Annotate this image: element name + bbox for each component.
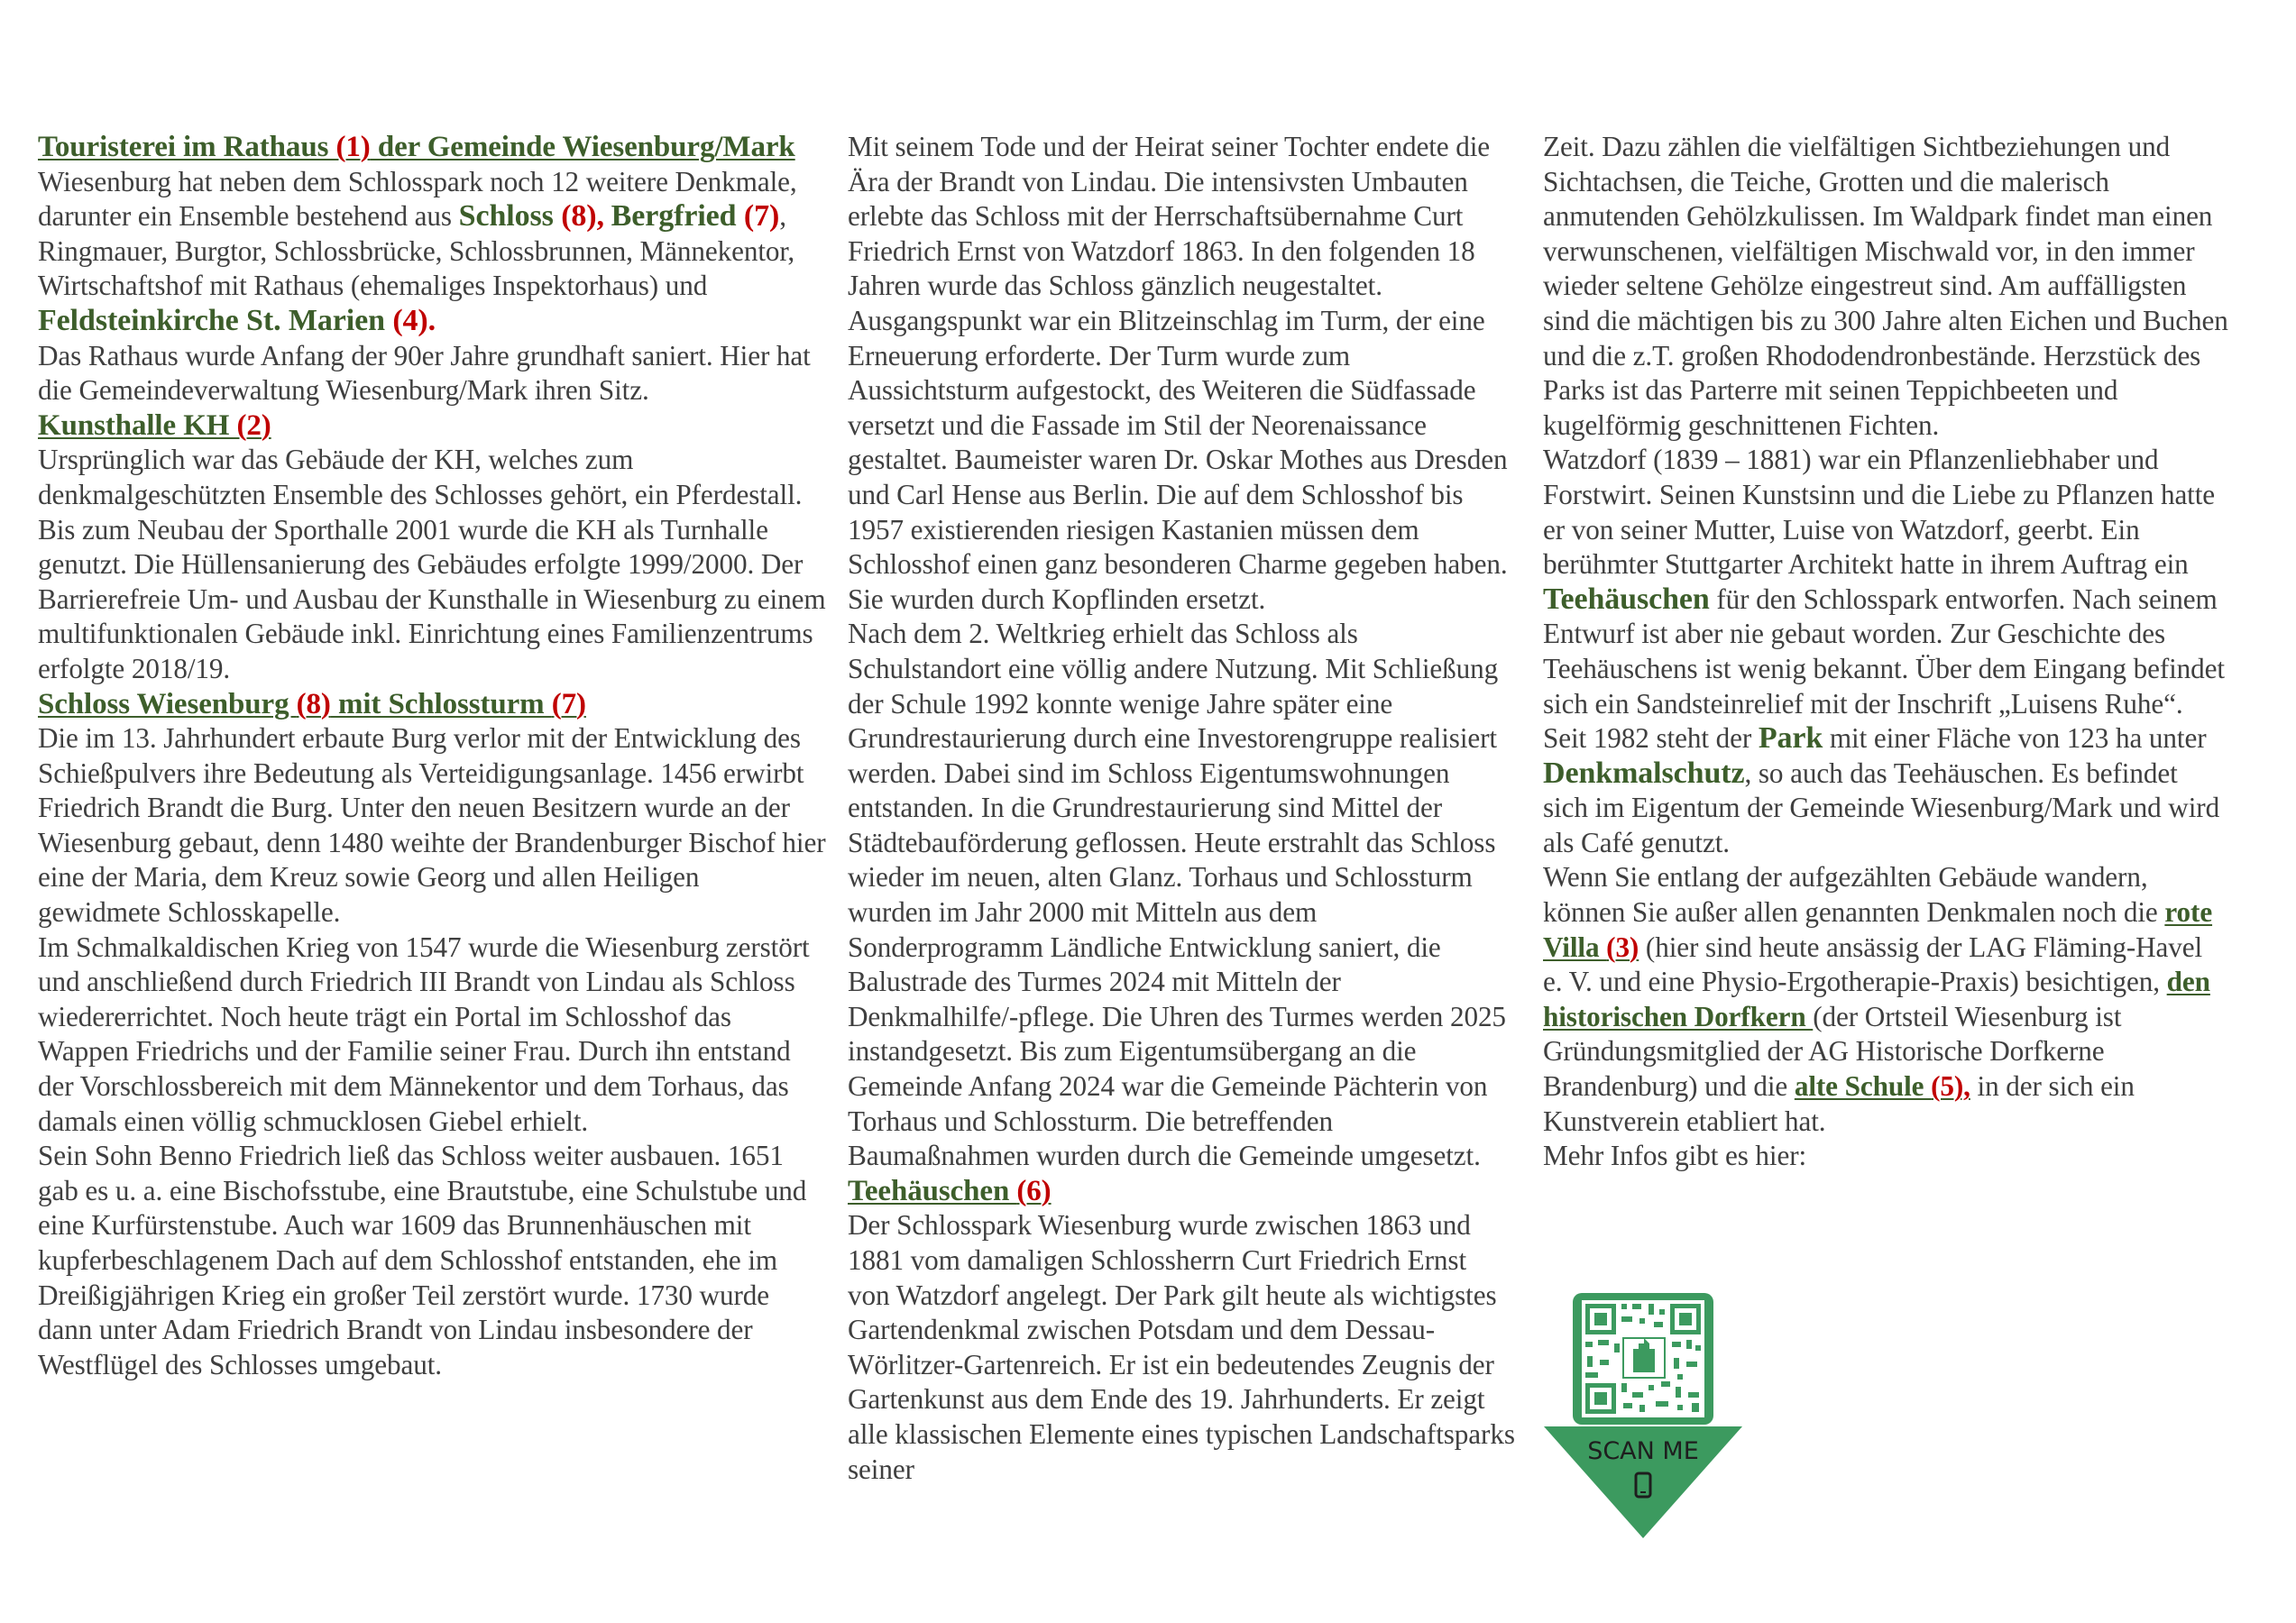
highlight-park: Park (1758, 721, 1823, 756)
column-3 (1543, 130, 2228, 1174)
paragraph-watzdorf: Watzdorf (1839 – 1881) war ein Pflanzenliebhaber und Forstwirt. Seinen Kunstsinn und die Liebe zu Pflanzen hatte er von seiner Mutter, Luise von Watzdorf, geerbt. Ein berühmter Stuttgarter Architekt hatte in ihrem Auftrag ein Teehäuschen für den Schlosspark entworfen. Nach seinem Entwurf ist aber nie gebaut worden. Zur Geschichte des Teehäuschens ist wenig bekannt. Über dem Eingang befindet sich ein Sandsteinrelief mit der Inschrift „Luisens Ruhe“. (1543, 444, 2225, 720)
link-rote-villa: rote Villa (3) (1543, 896, 2213, 963)
highlight-teehaeuschen: Teehäuschen (1543, 582, 1710, 616)
qr-code-badge[interactable] (1542, 1291, 1744, 1540)
paragraph-sichtachsen: Zeit. Dazu zählen die vielfältigen Sichtbeziehungen und Sichtachsen, die Teiche, Grotten und die malerisch anmutenden Gehölzkulissen. Im Waldpark findet man einen verwunschenen, vielfältigen Mischwald vor, in den immer wieder seltene Gehölze eingestreut sind. Am auffälligsten sind die mächtigen bis zu 300 Jahre alten Eichen und Buchen und die z.T. großen Rhododendronbestände. Herzstück des Parks ist das Parterre mit seinen Teppichbeeten und kugelförmig geschnittenen Fichten. (1543, 131, 2228, 441)
column-1 (38, 130, 827, 1382)
paragraph-mehr-infos: Mehr Infos gibt es hier: (1543, 1140, 1807, 1172)
paragraph-rathaus: Das Rathaus wurde Anfang der 90er Jahre grundhaft saniert. Hier hat die Gemeindeverwaltung Wiesenburg/Mark ihren Sitz. (38, 339, 811, 407)
paragraph-burg: Die im 13. Jahrhundert erbaute Burg verlor mit der Entwicklung des Schießpulvers ihre Bedeutung als Verteidigungsanlage. 1456 erwirbt Friedrich Brandt die Burg. Unter den neuen Besitzern wurde an der Wiesenburg gebaut, denn 1480 weihte der Brandenburger Bischof hier eine der Maria, dem Kreuz sowie Georg und allen Heiligen gewidmete Schlosskapelle. (38, 722, 826, 929)
paragraph-benno: Sein Sohn Benno Friedrich ließ das Schloss weiter ausbauen. 1651 gab es u. a. eine Bischofsstube, eine Brautstube, eine Schulstube und eine Kurfürstenstube. Auch war 1609 das Brunnenhäuschen mit kupferbeschlagenem Dach auf dem Schlosshof entstanden, ehe im Dreißigjährigen Krieg ein großer Teil zerstört wurde. 1730 wurde dann unter Adam Friedrich Brandt von Lindau insbesondere der Westflügel des Schlosses umgebaut. (38, 1140, 807, 1380)
paragraph-denkmale: Wiesenburg hat neben dem Schlosspark noch 12 weitere Denkmale, darunter ein Ensemble bestehend aus Schloss (8), Bergfried (7), Ringmauer, Burgtor, Schlossbrücke, Schlossbrunnen, Männekentor, Wirtschaftshof mit Rathaus (ehemaliges Inspektorhaus) und Feldsteinkirche St. Marien (4). (38, 165, 797, 337)
paragraph-kunsthalle: Ursprünglich war das Gebäude der KH, welches zum denkmalgeschützten Ensemble des Schlosses gehört, ein Pferdestall. Bis zum Neubau der Sporthalle 2001 wurde die KH als Turnhalle genutzt. Die Hüllensanierung des Gebäudes erfolgte 1999/2000. Der Barrierefreie Um- und Ausbau der Kunsthalle in Wiesenburg zu einem multifunktionalen Gebäude inkl. Einrichtung eines Familienzentrums erfolgte 2018/19. (38, 444, 826, 684)
paragraph-denkmalschutz: Seit 1982 steht der Park mit einer Fläche von 123 ha unter Denkmalschutz, so auch das Teehäuschen. Es befindet sich im Eigentum der Gemeinde Wiesenburg/Mark und wird als Café genutzt. (1543, 721, 2220, 858)
heading-kunsthalle: Kunsthalle KH (2) (38, 408, 271, 442)
highlight-feldsteinkirche: Feldsteinkirche St. Marien (4). (38, 303, 436, 337)
paragraph-schlosspark: Der Schlosspark Wiesenburg wurde zwischen 1863 und 1881 vom damaligen Schlossherrn Curt Friedrich Ernst von Watzdorf angelegt. Der Park gilt heute als wichtigstes Gartendenkmal zwischen Potsdam und dem Dessau-Wörlitzer-Gartenreich. Er ist ein bedeutendes Zeugnis der Gartenkunst aus dem Ende des 19. Jahrhunderts. Er zeigt alle klassischen Elemente eines typischen Landschaftsparks seiner (848, 1209, 1515, 1485)
paragraph-weltkrieg: Nach dem 2. Weltkrieg erhielt das Schloss als Schulstandort eine völlig andere Nutzung. Mit Schließung der Schule 1992 konnte wenige Jahre später eine Grundrestaurierung durch eine Investorengruppe realisiert werden. Dabei sind im Schloss Eigentumswohnungen entstanden. In die Grundrestaurierung sind Mittel der Städtebauförderung geflossen. Heute erstrahlt das Schloss wieder im neuen, alten Glanz. Torhaus und Schlossturm wurden im Jahr 2000 mit Mitteln aus dem Sonderprogramm Ländliche Entwicklung saniert, die Balustrade des Turmes 2024 mit Mitteln der Denkmalhilfe/-pflege. Die Uhren des Turmes werden 2025 instandgesetzt. Bis zum Eigentumsübergang an die Gemeinde Anfang 2024 war die Gemeinde Pächterin von Torhaus und Schlossturm. Die betreffenden Baumaßnahmen wurden durch die Gemeinde umgesetzt. (848, 618, 1506, 1172)
qr-code-icon[interactable] (1542, 1291, 1744, 1540)
heading-schloss-wiesenburg: Schloss Wiesenburg (8) mit Schlossturm (7) (38, 687, 586, 720)
link-dorfkern: den historischen Dorfkern (1543, 966, 2210, 1032)
highlight-bergfried: Bergfried (7) (611, 199, 780, 234)
svg-text:SCAN ME: SCAN ME (1587, 1437, 1699, 1465)
heading-touristerei: Touristerei im Rathaus (1) der Gemeinde Wiesenburg/Mark (38, 131, 795, 163)
paragraph-wandern: Wenn Sie entlang der aufgezählten Gebäude wandern, können Sie außer allen genannten Denkmalen noch die rote Villa (3) (hier sind heute ansässig der LAG Fläming-Havel e. V. und eine Physio-Ergotherapie-Praxis) besichtigen, den historischen Dorfkern (der Ortsteil Wiesenburg ist Gründungsmitglied der AG Historische Dorfkerne Brandenburg) und die alte Schule (5), in der sich ein Kunstverein etabliert hat. (1543, 861, 2213, 1137)
highlight-denkmalschutz: Denkmalschutz (1543, 756, 1745, 790)
highlight-schloss: Schloss (8), (458, 199, 604, 234)
heading-teehaeuschen: Teehäuschen (6) (848, 1174, 1052, 1207)
column-2 (848, 130, 1515, 1487)
link-alte-schule: alte Schule (5), (1794, 1070, 1970, 1103)
paragraph-krieg: Im Schmalkaldischen Krieg von 1547 wurde die Wiesenburg zerstört und anschließend durch Friedrich III Brandt von Lindau als Schloss wiedererrichtet. Noch heute trägt ein Portal im Schlosshof das Wappen Friedrichs und der Familie seiner Frau. Durch ihn entstand der Vorschlossbereich mit dem Männekentor und dem Torhaus, das damals einen völlig schmucklosen Giebel erhielt. (38, 931, 810, 1137)
paragraph-brandt: Mit seinem Tode und der Heirat seiner Tochter endete die Ära der Brandt von Lindau. Die intensivsten Umbauten erlebte das Schloss mit der Herrschaftsübernahme Curt Friedrich Ernst von Watzdorf 1863. In den folgenden 18 Jahren wurde das Schloss gänzlich neugestaltet. Ausgangspunkt war ein Blitzeinschlag im Turm, der eine Erneuerung erforderte. Der Turm wurde zum Aussichtsturm aufgestockt, des Weiteren die Südfassade versetzt und die Fassade im Stil der Neorenaissance gestaltet. Baumeister waren Dr. Oskar Mothes aus Dresden und Carl Hense aus Berlin. Die auf dem Schlosshof bis 1957 existierenden riesigen Kastanien müssen dem Schlosshof einen ganz besonderen Charme gegeben haben. Sie wurden durch Kopflinden ersetzt. (848, 131, 1508, 615)
